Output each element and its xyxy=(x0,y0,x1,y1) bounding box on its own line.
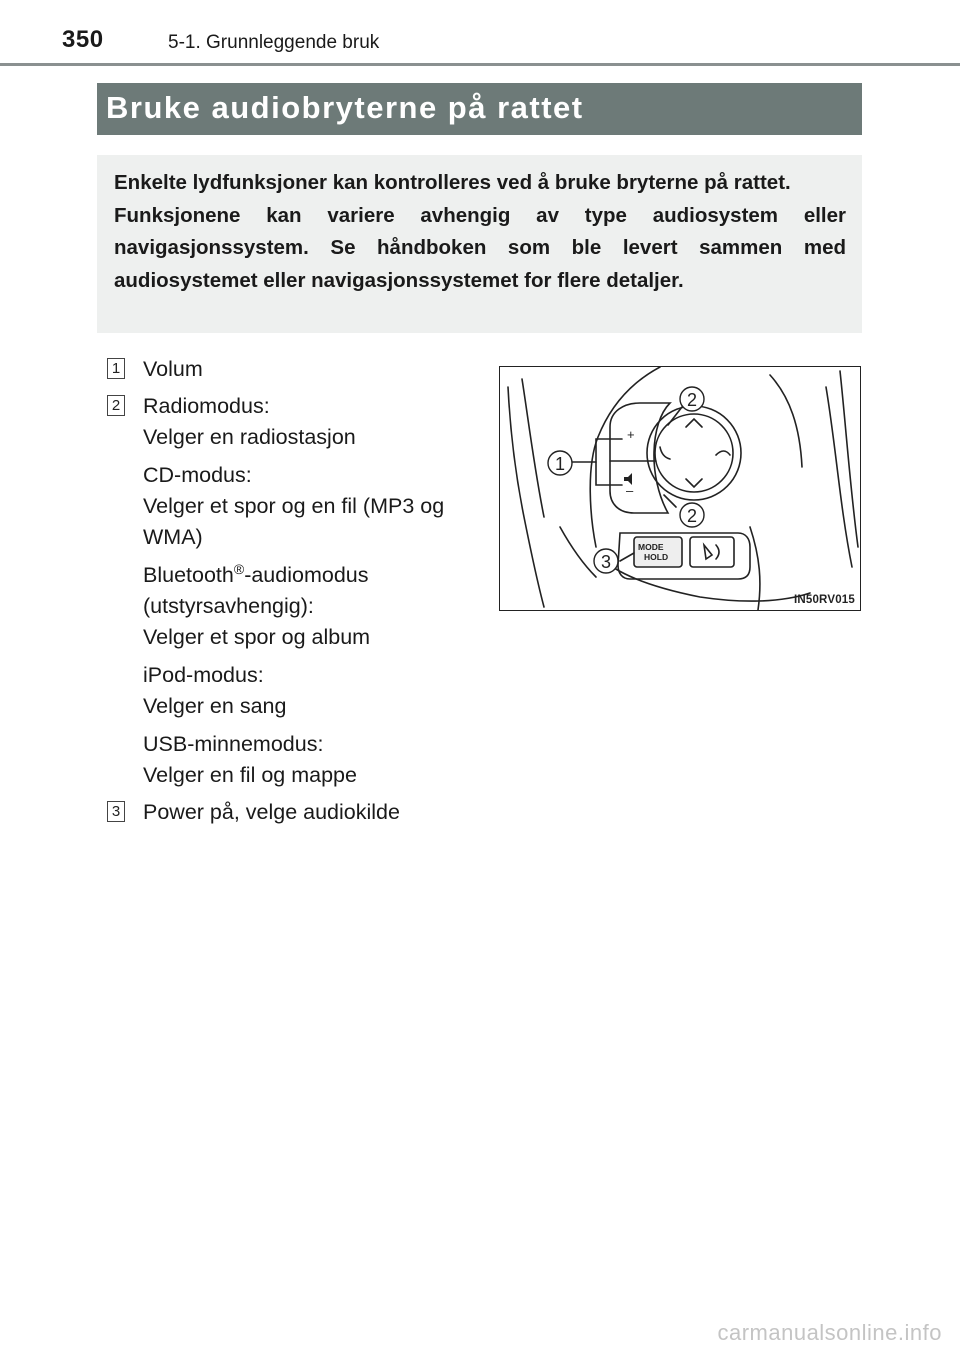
mode-desc: Velger et spor og en fil (MP3 og WMA) xyxy=(143,494,445,549)
mode-name: USB-minnemodus: xyxy=(143,732,324,756)
mode-name: Radiomodus: xyxy=(143,394,270,418)
mode-desc: Velger en radiostasjon xyxy=(143,425,356,449)
item-list xyxy=(107,354,487,828)
item-number-badge: 2 xyxy=(107,395,125,416)
header-rule xyxy=(0,63,960,66)
volume-down-label: – xyxy=(626,483,634,498)
mode-block-radio xyxy=(143,391,487,453)
callout-2-bottom: 2 xyxy=(686,506,698,526)
mode-name: iPod-modus: xyxy=(143,663,264,687)
list-item-modes xyxy=(107,391,487,791)
mode-name: CD-modus: xyxy=(143,463,252,487)
callout-3: 3 xyxy=(600,552,612,572)
callout-2-top: 2 xyxy=(686,390,698,410)
section-label: 5-1. Grunnleggende bruk xyxy=(168,32,380,53)
item-text: Power på, velge audiokilde xyxy=(143,800,400,824)
list-item-power xyxy=(107,797,487,828)
registered-mark: ® xyxy=(233,560,245,577)
intro-paragraph-1: Enkelte lydfunksjoner kan kontrolleres ved å bruke bryterne på rattet. xyxy=(114,171,791,194)
mode-block-usb xyxy=(143,729,487,791)
callout-1: 1 xyxy=(554,454,566,474)
item-number-badge: 1 xyxy=(107,358,125,379)
mode-block-cd xyxy=(143,460,487,553)
intro-paragraph-2: Funksjonene kan variere avhengig av type audiosystem eller navigasjonssystem. Se håndboken som ble levert sammen med audiosystemet eller navigasjonssystemet for flere detaljer. xyxy=(114,203,846,292)
intro-box xyxy=(97,155,862,333)
list-item-volume xyxy=(107,354,487,385)
steering-switch-figure xyxy=(499,366,861,611)
item-number-badge: 3 xyxy=(107,801,125,822)
mode-block-bluetooth xyxy=(143,560,487,653)
figure-code: IN50RV015 xyxy=(793,594,855,606)
mode-name-main: Bluetooth xyxy=(143,563,234,587)
mode-name xyxy=(143,560,487,622)
page-title: Bruke audiobryterne på rattet xyxy=(97,83,862,135)
steering-switch-illustration xyxy=(500,367,860,610)
hold-button-label: HOLD xyxy=(644,552,669,562)
page-number: 350 xyxy=(62,26,104,53)
watermark: carmanualsonline.info xyxy=(717,1320,942,1345)
volume-up-label: + xyxy=(627,427,635,442)
mode-block-ipod xyxy=(143,660,487,722)
mode-name-suffix: -audiomodus (utstyrsavhengig): xyxy=(143,563,369,618)
mode-desc: Velger et spor og album xyxy=(143,625,371,649)
mode-desc: Velger en fil og mappe xyxy=(143,763,357,787)
item-text: Volum xyxy=(143,357,203,381)
mode-button-label: MODE xyxy=(638,542,664,552)
mode-desc: Velger en sang xyxy=(143,694,287,718)
